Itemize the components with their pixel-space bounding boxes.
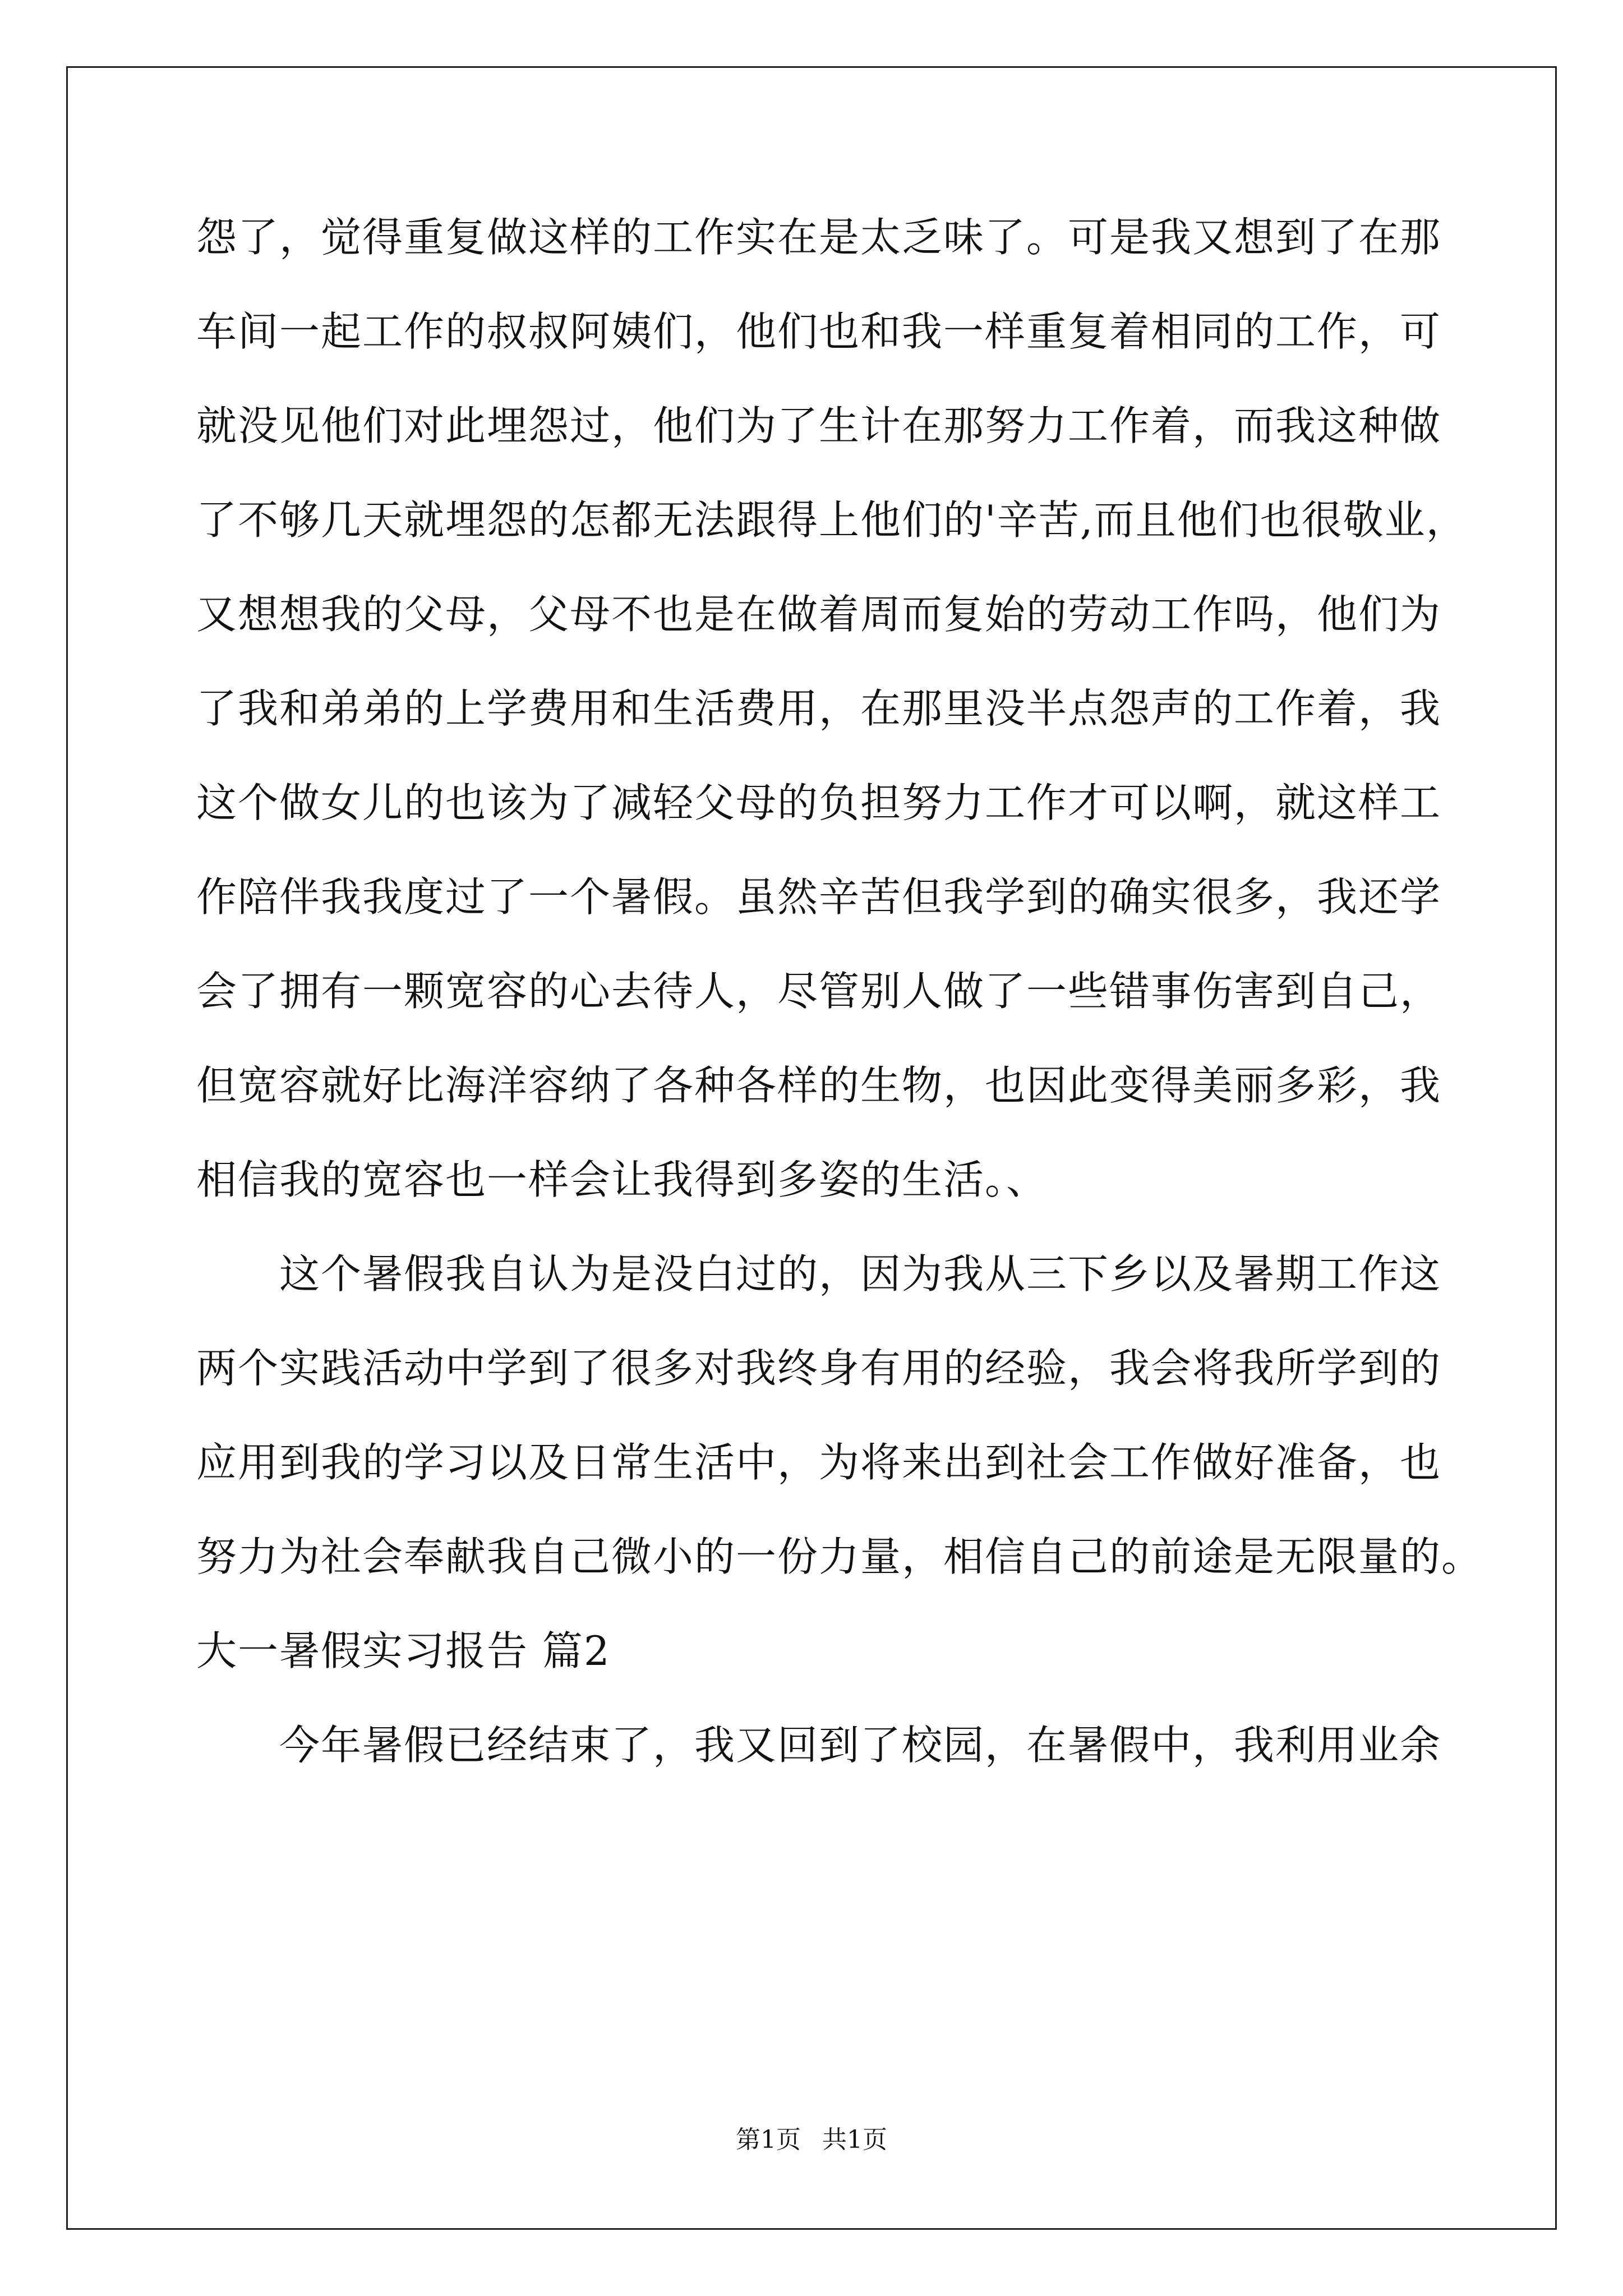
page-footer <box>0 2123 1623 2157</box>
text-line: 两个实践活动中学到了很多对我终身有用的经验，我会将我所学到的 <box>196 1345 1442 1392</box>
text-line: 这个暑假我自认为是没白过的，因为我从三下乡以及暑期工作这 <box>196 1250 1442 1297</box>
text-line: 怨了，觉得重复做这样的工作实在是太乏味了。可是我又想到了在那 <box>196 214 1442 261</box>
text-line: 但宽容就好比海洋容纳了各种各样的生物，也因此变得美丽多彩，我 <box>196 1062 1442 1109</box>
text-line: 相信我的宽容也一样会让我得到多姿的生活。、 <box>196 1156 1048 1203</box>
section-heading: 大一暑假实习报告 篇2 <box>196 1627 611 1674</box>
text-line: 了不够几天就埋怨的怎都无法跟得上他们的'辛苦,而且他们也很敬业， <box>196 496 1468 544</box>
page-total: 共1页 <box>822 2125 887 2154</box>
text-line: 了我和弟弟的上学费用和生活费用，在那里没半点怨声的工作着，我 <box>196 685 1442 732</box>
text-line: 就没见他们对此埋怨过，他们为了生计在那努力工作着，而我这种做 <box>196 402 1442 449</box>
text-line: 车间一起工作的叔叔阿姨们，他们也和我一样重复着相同的工作，可 <box>196 308 1442 355</box>
text-line: 努力为社会奉献我自己微小的一份力量，相信自己的前途是无限量的。 <box>196 1533 1483 1580</box>
text-line: 作陪伴我我度过了一个暑假。虽然辛苦但我学到的确实很多，我还学 <box>196 873 1442 921</box>
text-line: 会了拥有一颗宽容的心去待人，尽管别人做了一些错事伤害到自己， <box>196 968 1442 1015</box>
text-line: 应用到我的学习以及日常生活中，为将来出到社会工作做好准备，也 <box>196 1439 1442 1486</box>
page-number: 第1页 <box>736 2125 801 2154</box>
text-line: 又想想我的父母，父母不也是在做着周而复始的劳动工作吗，他们为 <box>196 591 1442 638</box>
page-border <box>66 66 1557 2230</box>
text-line: 这个做女儿的也该为了减轻父母的负担努力工作才可以啊，就这样工 <box>196 779 1442 826</box>
text-line: 今年暑假已经结束了，我又回到了校园，在暑假中，我利用业余 <box>196 1722 1442 1769</box>
